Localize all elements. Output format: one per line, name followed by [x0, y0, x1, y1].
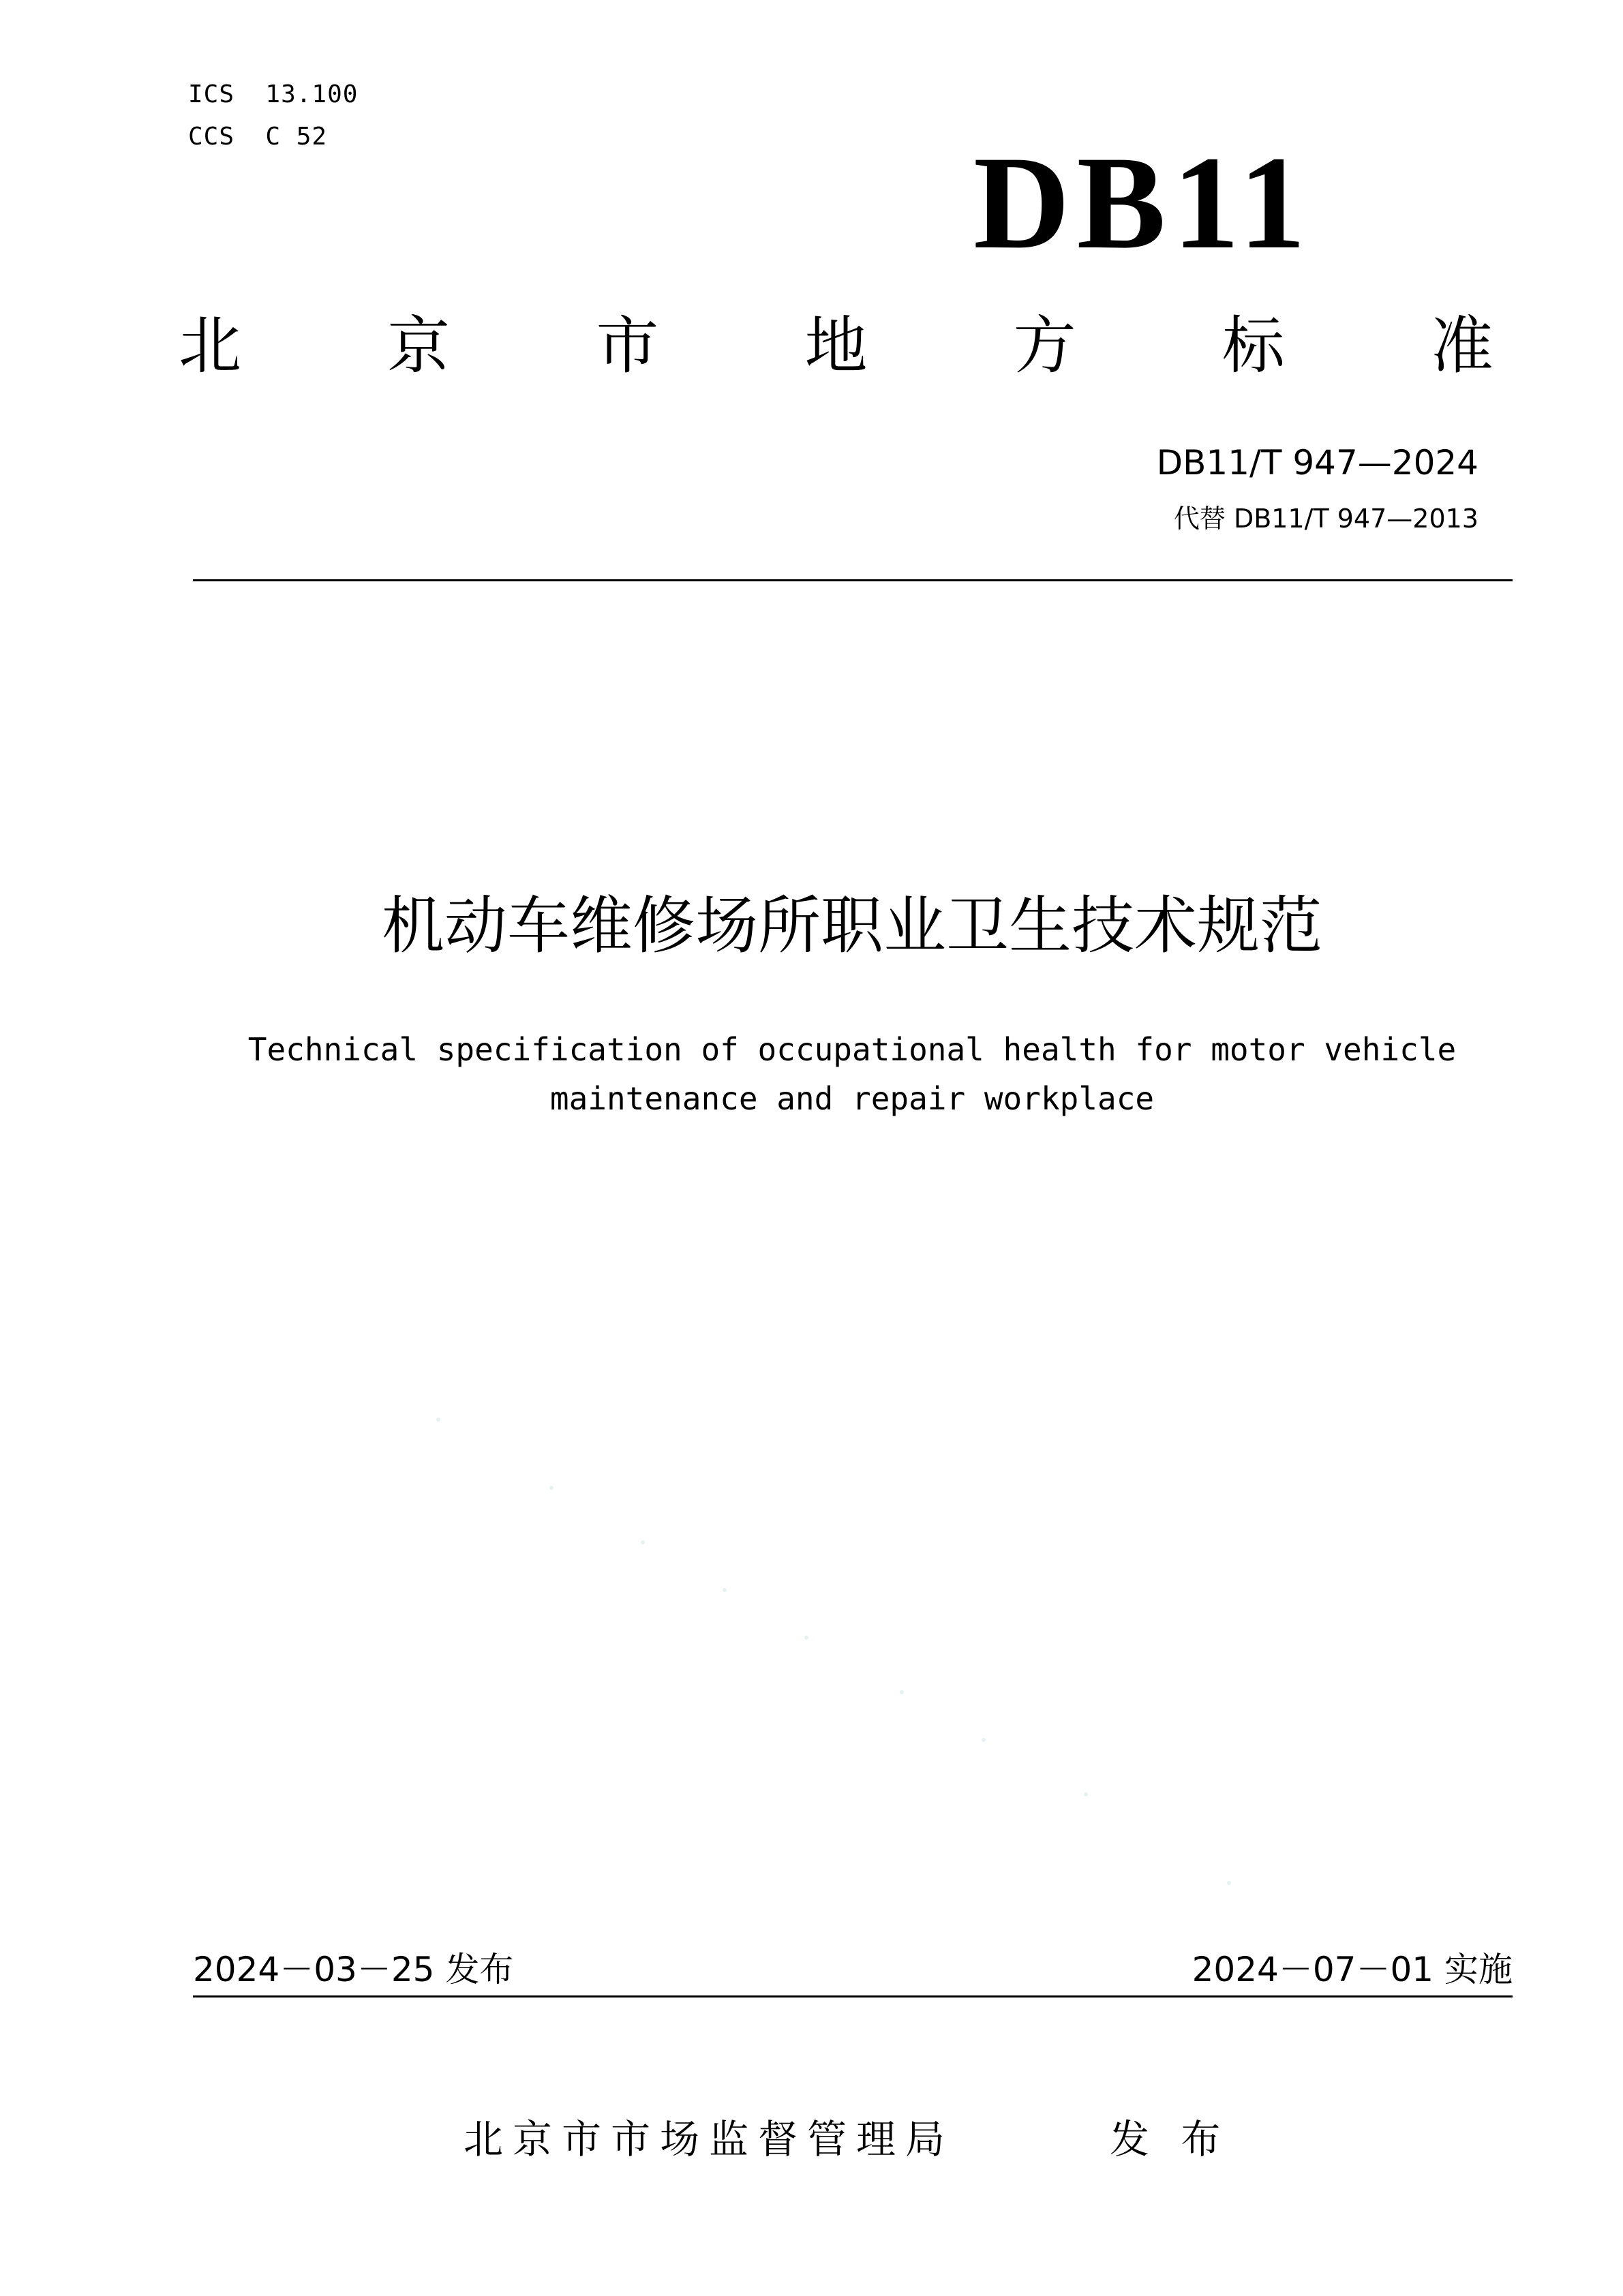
replaces-standard: 代替 DB11/T 947—2013	[1173, 504, 1478, 534]
title-english-line-2: maintenance and repair workplace	[549, 1080, 1155, 1117]
standard-type-char: 市	[596, 309, 659, 382]
ics-value: 13.100	[265, 80, 359, 108]
ccs-label: CCS	[188, 123, 235, 151]
standard-type-char: 标	[1222, 309, 1285, 382]
issuing-authority: 北京市市场监督管理局	[464, 2116, 955, 2162]
title-chinese: 机动车维修场所职业卫生技术规范	[381, 889, 1322, 962]
ics-code	[188, 80, 358, 108]
ccs-value: C 52	[265, 123, 328, 151]
ics-label: ICS	[188, 80, 235, 108]
publish-date: 2024－03－25 发布	[193, 1950, 514, 1989]
effective-date: 2024－07－01 实施	[1192, 1950, 1513, 1989]
ccs-code	[188, 123, 327, 151]
issue-label: 发 布	[1110, 2116, 1230, 2162]
standard-type-char: 地	[804, 309, 868, 382]
standard-type-char: 北	[179, 309, 242, 382]
title-english-line-1: Technical specification of occupational health for motor vehicle	[247, 1031, 1457, 1068]
standard-type-char: 准	[1430, 309, 1493, 382]
header-divider	[193, 579, 1513, 581]
standard-logo: DB11	[973, 129, 1313, 277]
standard-number: DB11/T 947—2024	[1156, 443, 1478, 483]
standard-type-char: 方	[1013, 309, 1076, 382]
footer-divider	[193, 1995, 1513, 1997]
standard-type-heading	[179, 309, 1493, 382]
standard-type-char: 京	[387, 309, 451, 382]
